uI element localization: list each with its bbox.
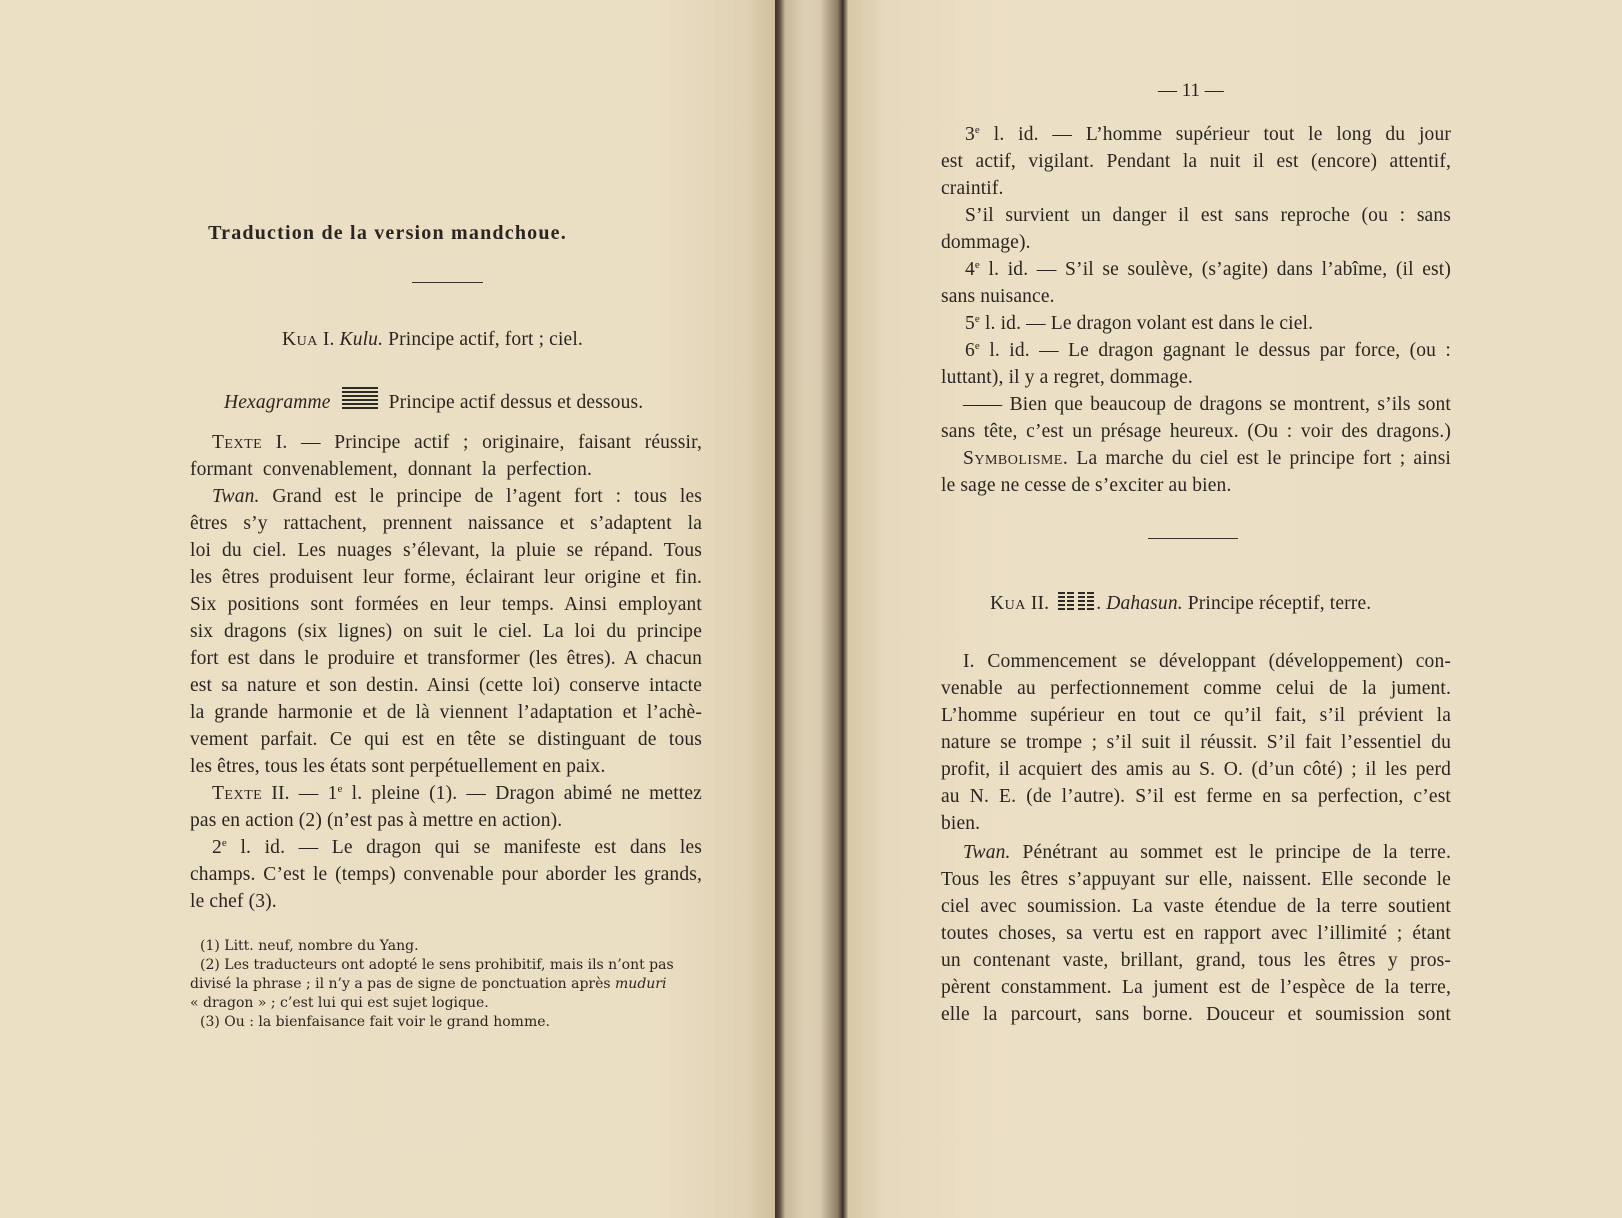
kua2-heading: Kua II. . Dahasun. Principe réceptif, terre. <box>990 593 1372 614</box>
title-rule <box>412 282 483 283</box>
hexagram-line: Hexagramme Principe actif dessus et dessous. <box>224 387 643 413</box>
hexagram-kun-icon <box>1058 592 1074 612</box>
kua1-heading: Kua I. Kulu. Principe actif, fort ; ciel. <box>282 329 583 350</box>
hexagram-kun-icon <box>1078 592 1094 612</box>
page-number: — 11 — <box>1158 80 1224 101</box>
section-title: Traduction de la version mandchoue. <box>208 222 567 244</box>
book-gutter <box>775 0 848 1218</box>
section-rule <box>1148 538 1238 539</box>
hexagram-qian-icon <box>342 387 378 411</box>
